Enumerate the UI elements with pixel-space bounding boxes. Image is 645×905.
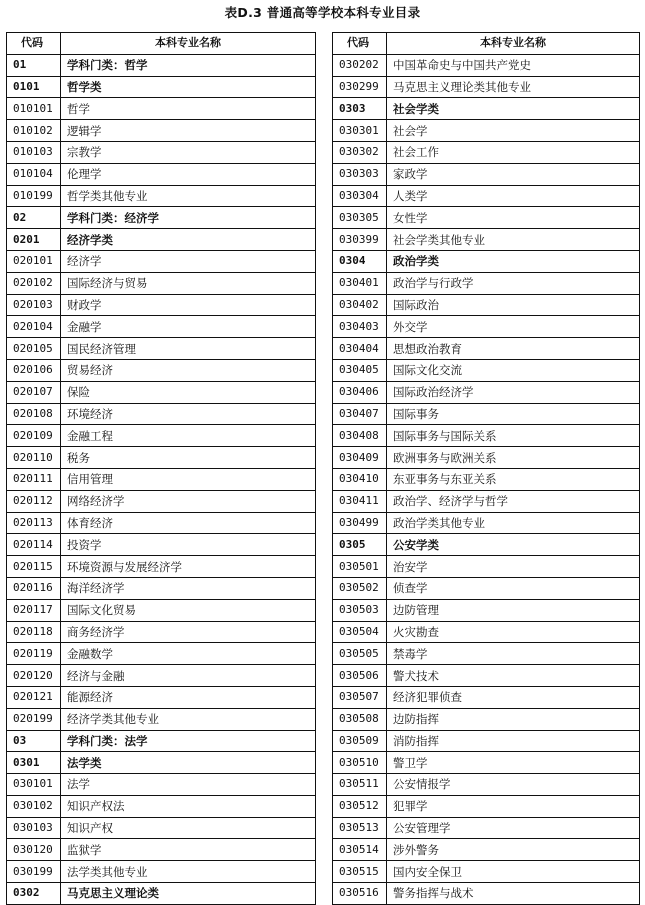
major-name: 哲学类其他专业 (61, 185, 316, 207)
major-name: 金融学 (61, 316, 316, 338)
major-name: 法学类 (61, 752, 316, 774)
major-code: 030499 (333, 512, 387, 534)
table-row (7, 839, 316, 861)
major-code: 030516 (333, 883, 387, 905)
major-name: 警务指挥与战术 (387, 883, 640, 905)
major-code: 030510 (333, 752, 387, 774)
major-name: 体育经济 (61, 512, 316, 534)
table-row (333, 54, 640, 76)
document-title: 表D.3 普通高等学校本科专业目录 (224, 5, 421, 20)
table-row (333, 883, 640, 905)
major-name: 经济学类其他专业 (61, 708, 316, 730)
major-code: 020113 (7, 512, 61, 534)
category-row (7, 207, 316, 229)
table-header-row (333, 33, 640, 55)
major-name: 环境经济 (61, 403, 316, 425)
major-name: 财政学 (61, 294, 316, 316)
major-code: 030512 (333, 795, 387, 817)
major-name: 女性学 (387, 207, 640, 229)
table-row (7, 861, 316, 883)
major-name: 政治学类其他专业 (387, 512, 640, 534)
major-name: 东亚事务与东亚关系 (387, 468, 640, 490)
major-name: 公安情报学 (387, 774, 640, 796)
major-name: 经济与金融 (61, 665, 316, 687)
major-name: 贸易经济 (61, 359, 316, 381)
major-name: 网络经济学 (61, 490, 316, 512)
major-name: 禁毒学 (387, 643, 640, 665)
major-code: 030303 (333, 163, 387, 185)
table-row (333, 752, 640, 774)
major-name: 知识产权法 (61, 795, 316, 817)
table-row (333, 338, 640, 360)
major-name: 监狱学 (61, 839, 316, 861)
table-row (333, 839, 640, 861)
major-name: 商务经济学 (61, 621, 316, 643)
major-name: 保险 (61, 381, 316, 403)
major-name: 经济学 (61, 250, 316, 272)
major-code: 020109 (7, 425, 61, 447)
table-row (7, 272, 316, 294)
major-table-right (332, 32, 640, 905)
major-name: 警卫学 (387, 752, 640, 774)
table-row (7, 316, 316, 338)
major-name: 犯罪学 (387, 795, 640, 817)
major-name: 法学 (61, 774, 316, 796)
major-name: 社会工作 (387, 141, 640, 163)
major-code: 030410 (333, 468, 387, 490)
table-row (7, 708, 316, 730)
major-name: 经济学类 (61, 229, 316, 251)
table-row (7, 556, 316, 578)
major-code: 030409 (333, 447, 387, 469)
major-name: 国际事务与国际关系 (387, 425, 640, 447)
table-row (7, 643, 316, 665)
major-name: 警犬技术 (387, 665, 640, 687)
major-code: 0201 (7, 229, 61, 251)
major-code: 01 (7, 54, 61, 76)
major-code: 020112 (7, 490, 61, 512)
category-row (7, 76, 316, 98)
major-name: 马克思主义理论类其他专业 (387, 76, 640, 98)
major-name: 社会学类 (387, 98, 640, 120)
major-name: 国际文化贸易 (61, 599, 316, 621)
major-code: 0302 (7, 883, 61, 905)
major-code: 030202 (333, 54, 387, 76)
major-name: 知识产权 (61, 817, 316, 839)
major-code: 020103 (7, 294, 61, 316)
major-code: 020115 (7, 556, 61, 578)
table-row (7, 381, 316, 403)
column-header-name: 本科专业名称 (387, 33, 640, 55)
major-code: 020118 (7, 621, 61, 643)
major-name: 社会学 (387, 120, 640, 142)
table-row (333, 425, 640, 447)
major-code: 030411 (333, 490, 387, 512)
table-row (7, 621, 316, 643)
major-name: 人类学 (387, 185, 640, 207)
table-row (333, 141, 640, 163)
table-row (7, 665, 316, 687)
major-code: 020104 (7, 316, 61, 338)
major-name: 社会学类其他专业 (387, 229, 640, 251)
major-code: 030503 (333, 599, 387, 621)
major-code: 030407 (333, 403, 387, 425)
major-name: 环境资源与发展经济学 (61, 556, 316, 578)
major-code: 020117 (7, 599, 61, 621)
major-code: 030301 (333, 120, 387, 142)
major-name: 国际事务 (387, 403, 640, 425)
table-row (7, 98, 316, 120)
major-code: 030101 (7, 774, 61, 796)
major-code: 030120 (7, 839, 61, 861)
major-name: 边防指挥 (387, 708, 640, 730)
table-row (7, 120, 316, 142)
table-row (333, 468, 640, 490)
major-name: 治安学 (387, 556, 640, 578)
table-row (333, 76, 640, 98)
major-name: 国际文化交流 (387, 359, 640, 381)
major-code: 0301 (7, 752, 61, 774)
category-row (7, 730, 316, 752)
column-header-code: 代码 (333, 33, 387, 55)
table-row (7, 185, 316, 207)
major-code: 030402 (333, 294, 387, 316)
table-row (7, 294, 316, 316)
major-name: 信用管理 (61, 468, 316, 490)
major-name: 海洋经济学 (61, 577, 316, 599)
major-code: 020111 (7, 468, 61, 490)
table-row (7, 774, 316, 796)
major-name: 哲学 (61, 98, 316, 120)
major-name: 国际经济与贸易 (61, 272, 316, 294)
major-code: 030305 (333, 207, 387, 229)
major-name: 国民经济管理 (61, 338, 316, 360)
major-code: 020110 (7, 447, 61, 469)
major-code: 020116 (7, 577, 61, 599)
table-row (333, 665, 640, 687)
major-name: 欧洲事务与欧洲关系 (387, 447, 640, 469)
major-name: 经济犯罪侦查 (387, 686, 640, 708)
table-row (333, 599, 640, 621)
category-row (7, 229, 316, 251)
major-name: 涉外警务 (387, 839, 640, 861)
major-code: 02 (7, 207, 61, 229)
major-code: 030513 (333, 817, 387, 839)
table-row (7, 359, 316, 381)
major-name: 公安管理学 (387, 817, 640, 839)
table-row (333, 447, 640, 469)
major-code: 020114 (7, 534, 61, 556)
major-code: 0305 (333, 534, 387, 556)
major-code: 020107 (7, 381, 61, 403)
major-code: 0304 (333, 250, 387, 272)
table-row (333, 294, 640, 316)
table-row (7, 534, 316, 556)
table-row (7, 425, 316, 447)
table-row (333, 381, 640, 403)
major-code: 020102 (7, 272, 61, 294)
major-code: 010103 (7, 141, 61, 163)
major-name: 侦查学 (387, 577, 640, 599)
table-row (333, 229, 640, 251)
category-row (7, 883, 316, 905)
major-name: 投资学 (61, 534, 316, 556)
major-name: 思想政治教育 (387, 338, 640, 360)
category-row (333, 98, 640, 120)
major-code: 030399 (333, 229, 387, 251)
major-code: 030504 (333, 621, 387, 643)
major-code: 010104 (7, 163, 61, 185)
major-name: 外交学 (387, 316, 640, 338)
major-name: 学科门类：经济学 (61, 207, 316, 229)
major-code: 030299 (333, 76, 387, 98)
major-name: 法学类其他专业 (61, 861, 316, 883)
table-row (333, 774, 640, 796)
table-row (7, 468, 316, 490)
major-code: 030514 (333, 839, 387, 861)
major-code: 010101 (7, 98, 61, 120)
major-name: 中国革命史与中国共产党史 (387, 54, 640, 76)
table-row (333, 120, 640, 142)
major-code: 030401 (333, 272, 387, 294)
major-name: 火灾勘查 (387, 621, 640, 643)
major-code: 030102 (7, 795, 61, 817)
table-row (333, 403, 640, 425)
major-code: 0303 (333, 98, 387, 120)
table-row (7, 599, 316, 621)
table-row (333, 861, 640, 883)
table-row (333, 359, 640, 381)
major-code: 030508 (333, 708, 387, 730)
table-row (333, 556, 640, 578)
table-row (333, 577, 640, 599)
major-code: 010199 (7, 185, 61, 207)
table-row (333, 708, 640, 730)
table-row (7, 250, 316, 272)
major-code: 030406 (333, 381, 387, 403)
major-name: 国内安全保卫 (387, 861, 640, 883)
major-code: 030506 (333, 665, 387, 687)
major-name: 税务 (61, 447, 316, 469)
major-name: 政治学、经济学与哲学 (387, 490, 640, 512)
table-row (7, 686, 316, 708)
major-code: 010102 (7, 120, 61, 142)
major-name: 家政学 (387, 163, 640, 185)
table-row (7, 512, 316, 534)
major-code: 020119 (7, 643, 61, 665)
table-row (333, 686, 640, 708)
major-name: 马克思主义理论类 (61, 883, 316, 905)
major-code: 030507 (333, 686, 387, 708)
major-name: 哲学类 (61, 76, 316, 98)
table-row (7, 447, 316, 469)
major-name: 消防指挥 (387, 730, 640, 752)
major-name: 金融数学 (61, 643, 316, 665)
major-table-left (6, 32, 316, 905)
column-header-code: 代码 (7, 33, 61, 55)
table-row (7, 141, 316, 163)
major-code: 030103 (7, 817, 61, 839)
major-code: 030515 (333, 861, 387, 883)
major-name: 边防管理 (387, 599, 640, 621)
major-code: 020120 (7, 665, 61, 687)
table-row (333, 795, 640, 817)
major-code: 030304 (333, 185, 387, 207)
table-row (333, 643, 640, 665)
major-name: 金融工程 (61, 425, 316, 447)
major-name: 政治学与行政学 (387, 272, 640, 294)
major-code: 030502 (333, 577, 387, 599)
table-row (7, 163, 316, 185)
major-name: 伦理学 (61, 163, 316, 185)
major-code: 030511 (333, 774, 387, 796)
major-name: 能源经济 (61, 686, 316, 708)
table-row (333, 316, 640, 338)
major-code: 020121 (7, 686, 61, 708)
table-header-row (7, 33, 316, 55)
major-name: 宗教学 (61, 141, 316, 163)
category-row (7, 752, 316, 774)
table-row (7, 817, 316, 839)
table-row (333, 490, 640, 512)
major-name: 学科门类：法学 (61, 730, 316, 752)
major-code: 020108 (7, 403, 61, 425)
major-code: 030408 (333, 425, 387, 447)
category-row (333, 250, 640, 272)
table-row (333, 817, 640, 839)
table-row (7, 403, 316, 425)
major-name: 公安学类 (387, 534, 640, 556)
category-row (333, 534, 640, 556)
major-code: 020105 (7, 338, 61, 360)
table-row (333, 272, 640, 294)
table-row (7, 490, 316, 512)
major-code: 030505 (333, 643, 387, 665)
table-row (333, 621, 640, 643)
major-name: 国际政治经济学 (387, 381, 640, 403)
major-code: 020101 (7, 250, 61, 272)
major-code: 030302 (333, 141, 387, 163)
major-code: 030405 (333, 359, 387, 381)
major-code: 030501 (333, 556, 387, 578)
table-row (333, 207, 640, 229)
major-code: 0101 (7, 76, 61, 98)
table-row (7, 338, 316, 360)
table-row (333, 730, 640, 752)
major-name: 学科门类：哲学 (61, 54, 316, 76)
major-name: 政治学类 (387, 250, 640, 272)
major-code: 020199 (7, 708, 61, 730)
major-code: 03 (7, 730, 61, 752)
major-name: 逻辑学 (61, 120, 316, 142)
major-code: 020106 (7, 359, 61, 381)
table-row (7, 577, 316, 599)
major-code: 030199 (7, 861, 61, 883)
major-code: 030509 (333, 730, 387, 752)
category-row (7, 54, 316, 76)
major-name: 国际政治 (387, 294, 640, 316)
table-row (333, 163, 640, 185)
table-row (333, 512, 640, 534)
major-code: 030404 (333, 338, 387, 360)
table-row (7, 795, 316, 817)
table-row (333, 185, 640, 207)
column-header-name: 本科专业名称 (61, 33, 316, 55)
major-code: 030403 (333, 316, 387, 338)
